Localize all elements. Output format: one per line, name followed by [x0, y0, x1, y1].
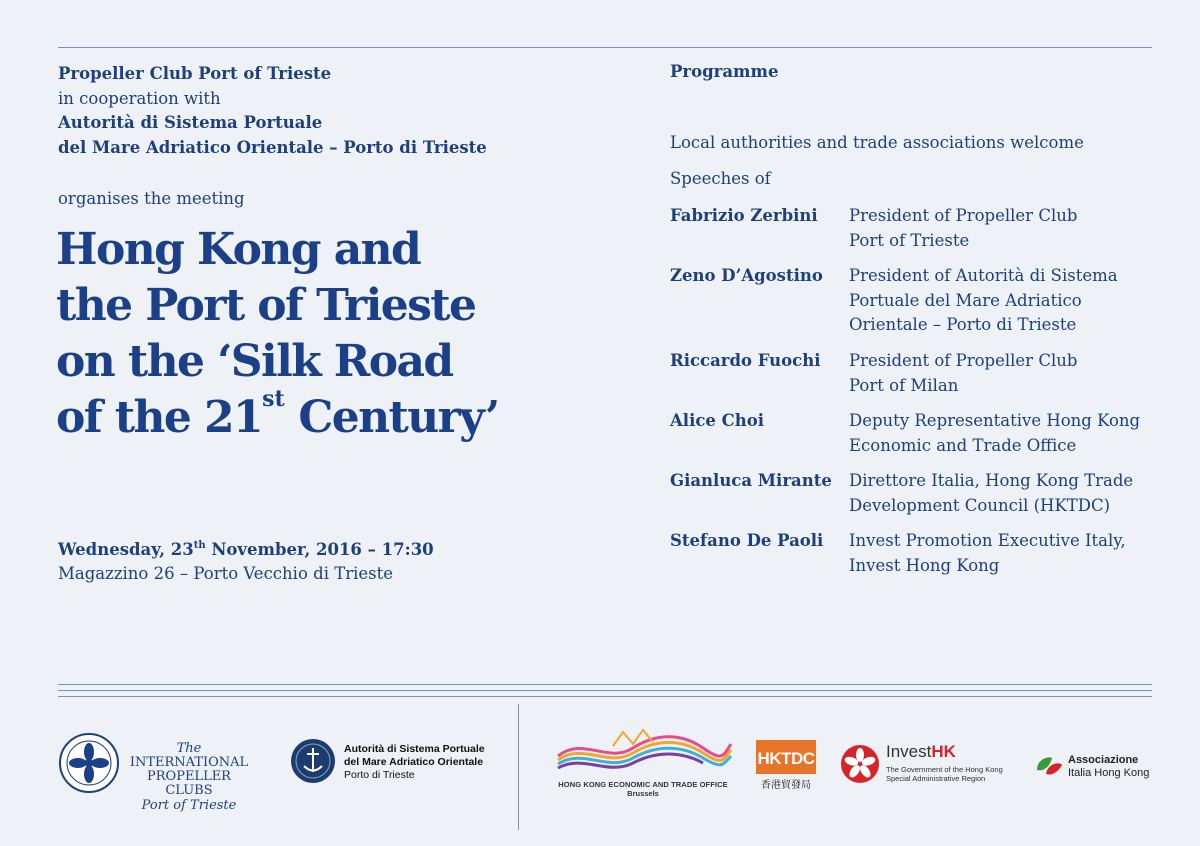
investhk-line1: The Government of the Hong Kong	[886, 765, 1003, 774]
speaker-role: Deputy Representative Hong Kong Economic and Trade Office	[849, 411, 1141, 455]
port-authority-logo	[290, 738, 512, 790]
speaker-name: Stefano De Paoli	[670, 531, 824, 550]
speaker-row	[670, 529, 1160, 579]
speaker-name: Gianluca Mirante	[670, 471, 832, 490]
title-superscript: st	[262, 386, 285, 412]
title-line-2: the Port of Trieste	[56, 280, 476, 331]
title-line-4-post: Century’	[284, 392, 499, 443]
speaker-name: Fabrizio Zerbini	[670, 206, 818, 225]
organises-text: organises the meeting	[58, 189, 245, 208]
top-rule	[58, 47, 1152, 48]
speeches-label: Speeches of	[670, 169, 771, 188]
speaker-name: Alice Choi	[670, 411, 765, 430]
partner-name-line1: Autorità di Sistema Portuale	[58, 113, 323, 132]
associazione-line2: Italia Hong Kong	[1068, 767, 1150, 779]
hktdc-mark-box	[756, 740, 816, 774]
propeller-logo-line1-text: INTERNATIONAL	[129, 755, 249, 770]
speaker-row	[670, 469, 1160, 519]
propeller-logo-line3: Port of Trieste	[141, 798, 237, 813]
event-date	[58, 538, 434, 562]
hktdc-logo	[756, 740, 818, 790]
speaker-name: Zeno D’Agostino	[670, 266, 823, 285]
partner-name-line2: del Mare Adriatico Orientale – Porto di Trieste	[58, 137, 487, 157]
speaker-role: Invest Promotion Executive Italy, Invest Hong Kong	[849, 531, 1126, 575]
speaker-row	[670, 204, 1160, 254]
anchor-emblem-icon	[290, 738, 336, 784]
hktdc-chinese-text: 香港貿發局	[761, 780, 811, 791]
authority-logo-line1: Autorità di Sistema Portuale	[344, 743, 485, 755]
date-pre: Wednesday, 23	[58, 540, 194, 559]
bauhinia-flag-icon	[840, 744, 880, 784]
authority-logo-line3: Porto di Trieste	[344, 769, 415, 781]
programme-heading: Programme	[670, 62, 779, 81]
speaker-role: President of Autorità di Sistema Portuale del Mare Adriatico Orientale – Porto di Trieste	[849, 266, 1118, 334]
propeller-wheel-icon	[58, 732, 120, 794]
event-venue: Magazzino 26 – Porto Vecchio di Trieste	[58, 564, 394, 583]
propeller-clubs-logo	[58, 732, 268, 813]
cooperation-text: in cooperation with	[58, 88, 221, 108]
date-superscript: th	[193, 540, 206, 551]
programme-welcome: Local authorities and trade associations welcome	[670, 133, 1084, 152]
speaker-role: Direttore Italia, Hong Kong Trade Development Council (HKTDC)	[849, 471, 1134, 515]
footer-rule	[58, 690, 1152, 691]
date-post: November, 2016 – 17:30	[205, 540, 434, 559]
footer-rule	[58, 684, 1152, 685]
footer-divider	[518, 704, 519, 830]
authority-logo-line2: del Mare Adriatico Orientale	[344, 756, 484, 768]
event-datetime	[58, 538, 434, 586]
propeller-logo-line2: PROPELLER CLUBS	[147, 769, 231, 798]
leaf-icon	[1034, 752, 1064, 780]
investhk-line2: Special Administrative Region	[886, 774, 986, 783]
hketo-logo-line1: HONG KONG ECONOMIC AND TRADE OFFICE	[558, 780, 728, 789]
hktdc-mark-text: HKTDC	[757, 749, 815, 768]
hketo-logo-line2: Brussels	[627, 789, 659, 798]
title-line-4-pre: of the 21	[56, 392, 263, 443]
organizer-block	[58, 62, 487, 160]
speaker-role: President of Propeller Club Port of Milan	[849, 351, 1078, 395]
speaker-row	[670, 409, 1160, 459]
dragon-ribbon-icon	[553, 726, 733, 776]
propeller-logo-line1	[124, 742, 254, 770]
investhk-logo	[840, 742, 1020, 790]
speaker-role: President of Propeller Club Port of Trieste	[849, 206, 1078, 250]
propeller-logo-the: The	[176, 741, 202, 756]
organizer-name: Propeller Club Port of Trieste	[58, 64, 332, 83]
investhk-hk: HK	[931, 742, 956, 761]
title-line-3: on the ‘Silk Road	[56, 336, 453, 387]
investhk-wordmark	[886, 742, 956, 762]
event-title	[56, 222, 499, 446]
associazione-line1: Associazione	[1068, 754, 1139, 766]
hketo-logo	[548, 726, 738, 814]
title-line-1: Hong Kong and	[56, 224, 421, 275]
investhk-invest: Invest	[886, 742, 932, 761]
associazione-logo	[1034, 750, 1156, 784]
footer-rule	[58, 696, 1152, 697]
speaker-row	[670, 264, 1160, 339]
speaker-name: Riccardo Fuochi	[670, 351, 821, 370]
speaker-row	[670, 349, 1160, 399]
title-line-4	[56, 386, 499, 446]
